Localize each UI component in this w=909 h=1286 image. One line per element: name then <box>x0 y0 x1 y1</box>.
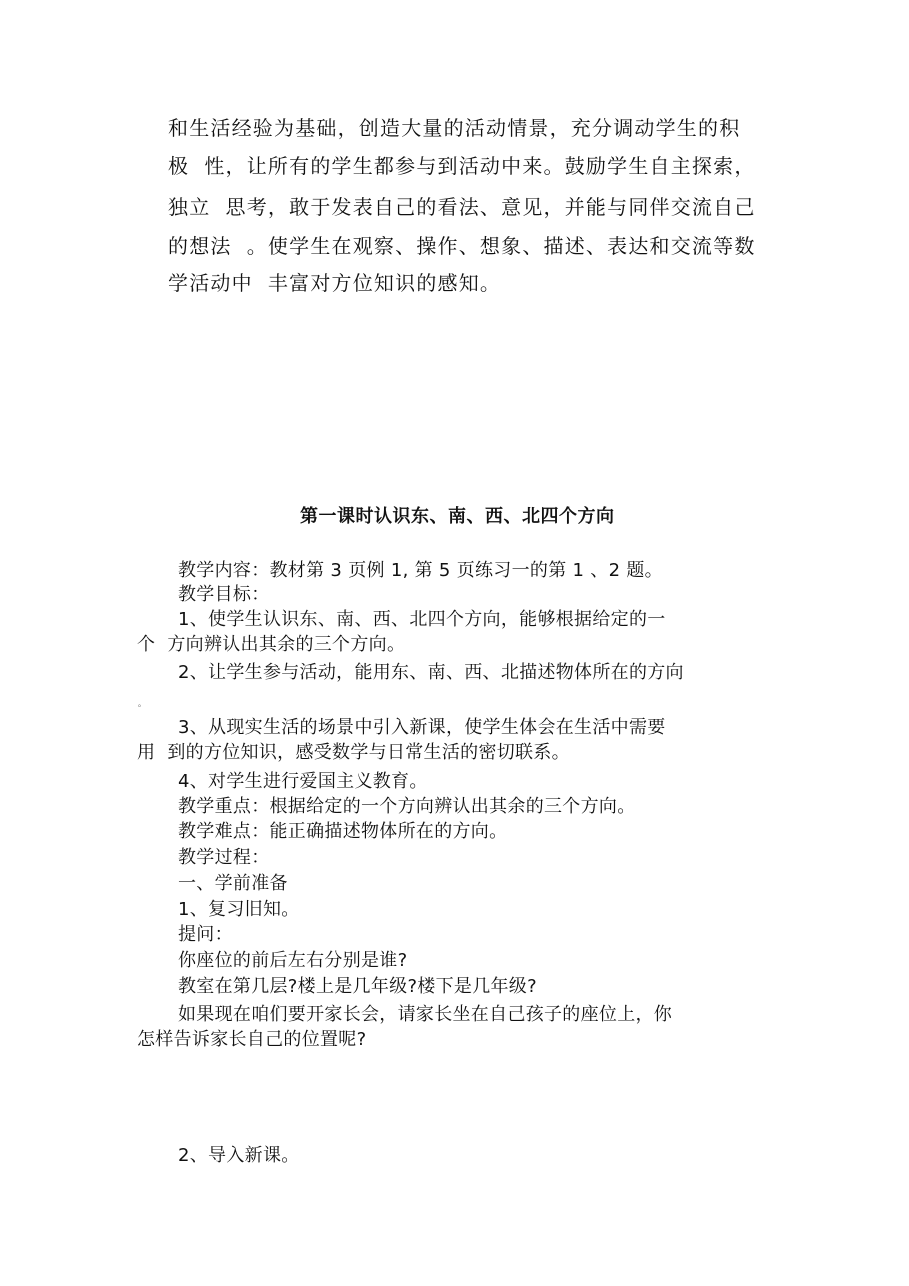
stray-mark: 。 <box>138 699 146 708</box>
lesson-line: 1、使学生认识东、南、西、北四个方向，能够根据给定的一 <box>178 609 666 630</box>
intro-line: 的想法 。使学生在观察、操作、想象、描述、表达和交流等数 <box>168 234 756 258</box>
lesson-line: 2、导入新课。 <box>178 1145 300 1166</box>
lesson-line: 你座位的前后左右分别是谁? <box>178 950 408 971</box>
lesson-line: 1、复习旧知。 <box>178 899 300 920</box>
lesson-line: 个 方向辨认出其余的三个方向。 <box>137 634 406 655</box>
lesson-line: 怎样告诉家长自己的位置呢? <box>137 1029 367 1050</box>
lesson-line: 提问： <box>178 924 233 945</box>
lesson-line: 2、让学生参与活动，能用东、南、西、北描述物体所在的方向 <box>178 662 684 683</box>
lesson-line: 如果现在咱们要开家长会，请家长坐在自己孩子的座位上，你 <box>178 1004 673 1025</box>
intro-line: 学活动中 丰富对方位知识的感知。 <box>168 271 502 295</box>
lesson-line: 教学目标： <box>178 584 270 605</box>
lesson-line: 3、从现实生活的场景中引入新课，使学生体会在生活中需要 <box>178 717 666 738</box>
lesson-title: 第一课时认识东、南、西、北四个方向 <box>300 506 615 527</box>
lesson-line: 教学过程： <box>178 847 270 868</box>
intro-line: 独立 思考，敢于发表自己的看法、意见，并能与同伴交流自己 <box>168 195 756 219</box>
intro-line: 极 性，让所有的学生都参与到活动中来。鼓励学生自主探索， <box>168 154 756 178</box>
lesson-line: 教室在第几层?楼上是几年级?楼下是几年级? <box>178 976 537 997</box>
lesson-line: 4、对学生进行爱国主义教育。 <box>178 771 428 792</box>
lesson-line: 用 到的方位知识，感受数学与日常生活的密切联系。 <box>137 742 570 763</box>
lesson-line: 教学重点：根据给定的一个方向辨认出其余的三个方向。 <box>178 796 636 817</box>
lesson-line: 教学难点：能正确描述物体所在的方向。 <box>178 821 508 842</box>
lesson-line: 教学内容：教材第 3 页例 1, 第 5 页练习一的第 1 、2 题。 <box>178 560 663 581</box>
intro-line: 和生活经验为基础，创造大量的活动情景，充分调动学生的积 <box>168 116 741 140</box>
lesson-line: 一、学前准备 <box>178 873 288 894</box>
